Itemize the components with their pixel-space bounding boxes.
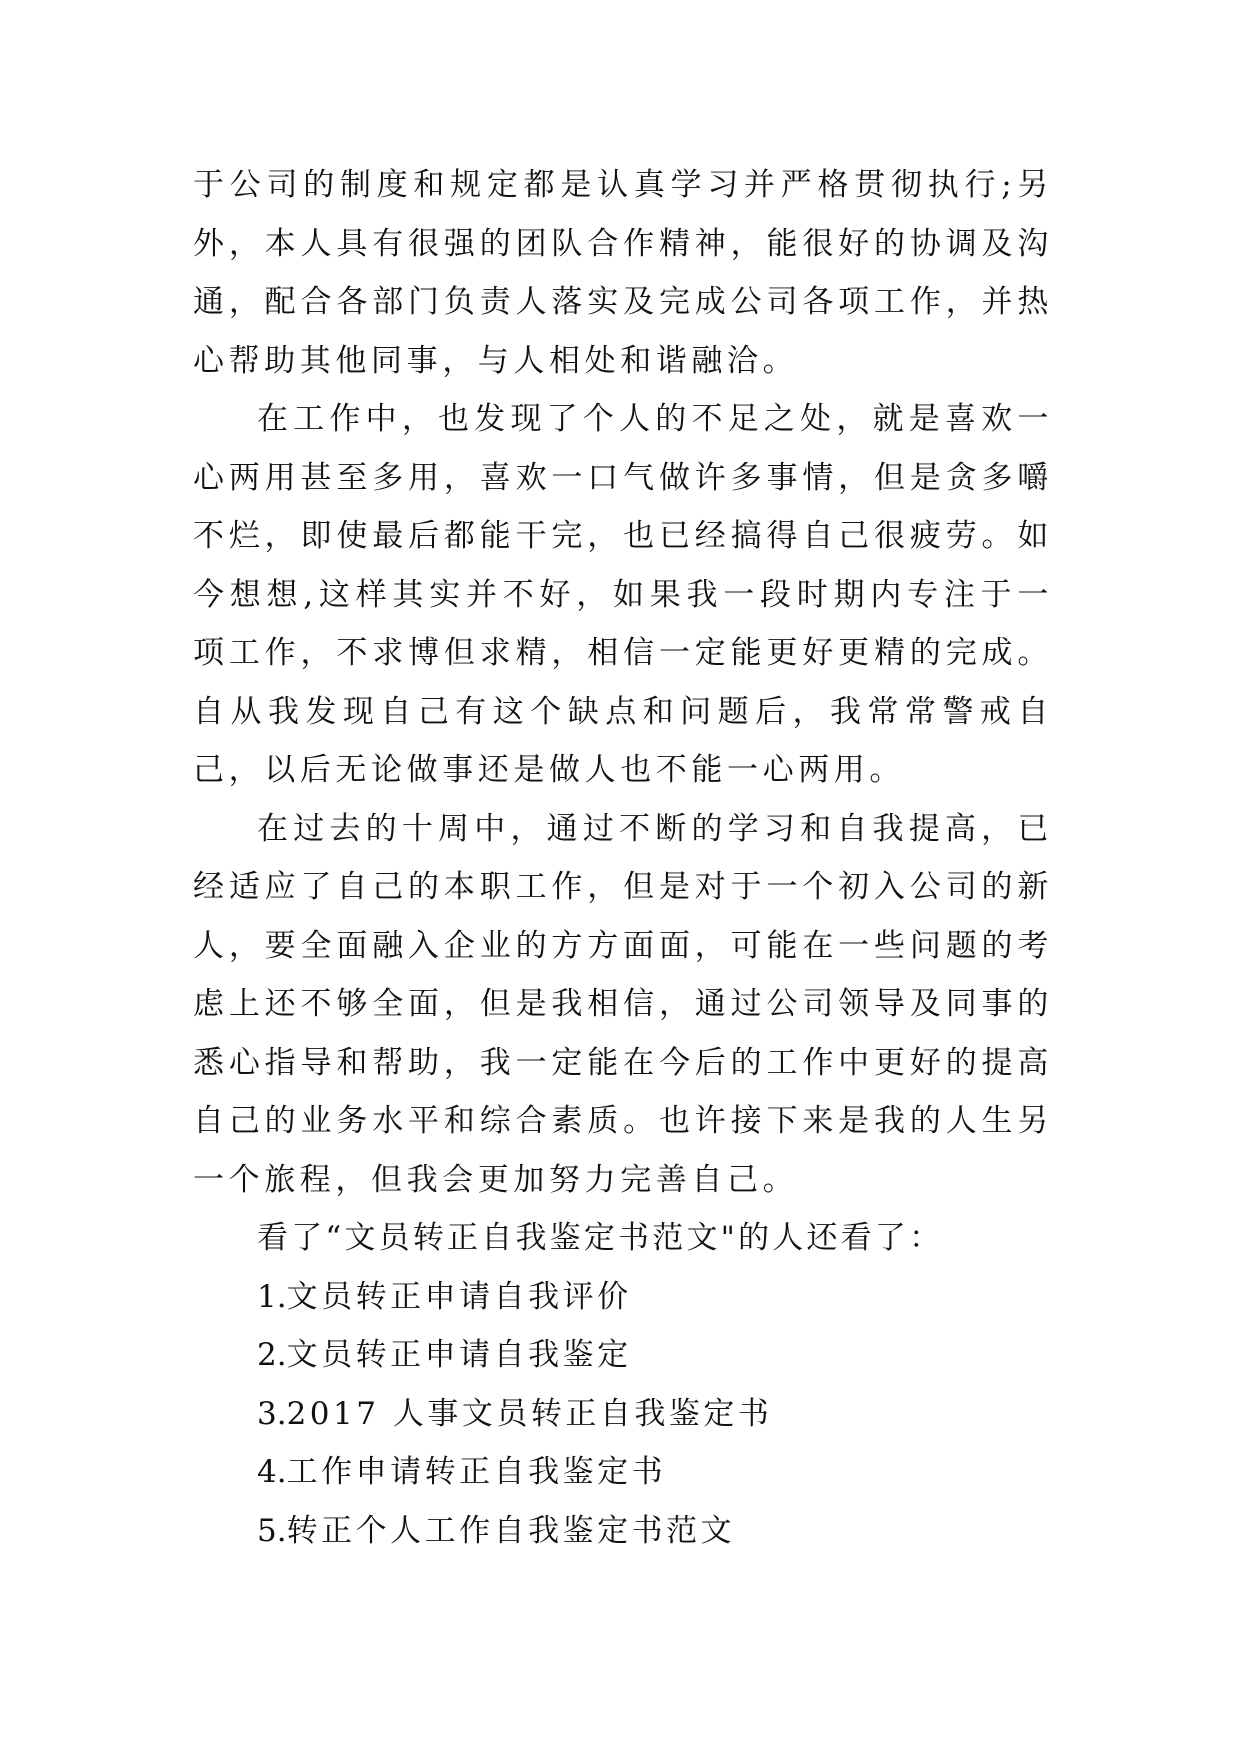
- related-article-number: 5.: [257, 1512, 287, 1549]
- related-article-item[interactable]: [193, 1502, 1053, 1561]
- paragraph-2: 在工作中，也发现了个人的不足之处，就是喜欢一心两用甚至多用，喜欢一口气做许多事情，但是贪多嚼不烂，即使最后都能干完，也已经搞得自己很疲劳。如今想想,这样其实并不好，如果我一段时期内专注于一项工作，不求博但求精，相信一定能更好更精的完成。自从我发现自己有这个缺点和问题后，我常常警戒自己，以后无论做事还是做人也不能一心两用。: [193, 401, 1053, 788]
- related-article-link[interactable]: 文员转正申请自我鉴定: [286, 1337, 632, 1373]
- related-article-item[interactable]: [193, 1443, 1053, 1502]
- related-article-number: 3.: [257, 1395, 287, 1432]
- related-article-item[interactable]: [193, 1268, 1053, 1327]
- related-article-link[interactable]: 2017 人事文员转正自我鉴定书: [286, 1395, 773, 1432]
- related-article-item[interactable]: [193, 1385, 1053, 1444]
- related-article-link[interactable]: 工作申请转正自我鉴定书: [286, 1454, 667, 1490]
- related-article-link[interactable]: 文员转正申请自我评价: [286, 1278, 632, 1315]
- related-article-number: 2.: [257, 1337, 287, 1373]
- related-article-number: 4.: [257, 1454, 287, 1490]
- document-body: [193, 156, 1053, 1560]
- related-article-number: 1.: [257, 1278, 287, 1315]
- related-article-link[interactable]: 转正个人工作自我鉴定书范文: [286, 1512, 736, 1549]
- paragraph-3: 在过去的十周中，通过不断的学习和自我提高，已经适应了自己的本职工作，但是对于一个初入公司的新人，要全面融入企业的方方面面，可能在一些问题的考虑上还不够全面，但是我相信，通过公司领导及同事的悉心指导和帮助，我一定能在今后的工作中更好的提高自己的业务水平和综合素质。也许接下来是我的人生另一个旅程，但我会更加努力完善自己。: [193, 810, 1053, 1198]
- related-articles-heading: 看了“文员转正自我鉴定书范文"的人还看了：: [257, 1220, 944, 1256]
- related-article-item[interactable]: [193, 1326, 1053, 1385]
- related-articles-list: [193, 1268, 1053, 1561]
- paragraph-1: 于公司的制度和规定都是认真学习并严格贯彻执行;另外，本人具有很强的团队合作精神，能很好的协调及沟通，配合各部门负责人落实及完成公司各项工作，并热心帮助其他同事，与人相处和谐融洽。: [193, 167, 1053, 379]
